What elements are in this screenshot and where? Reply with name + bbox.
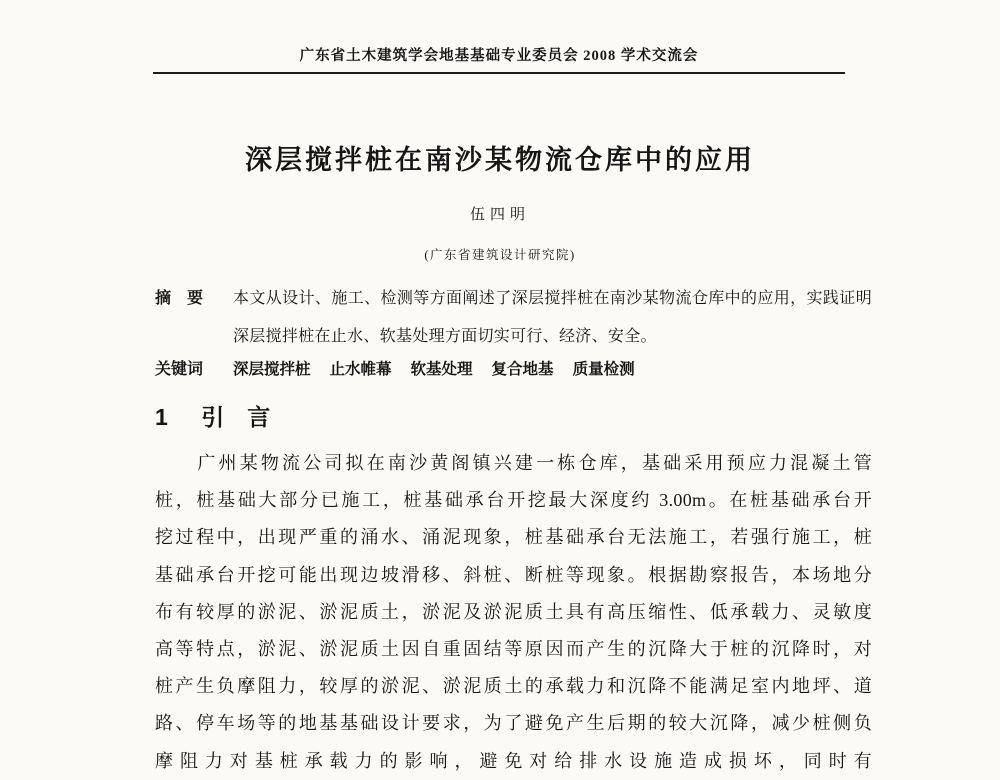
body-text-line: 挖过程中，出现严重的涌水、涌泥现象，桩基础承台无法施工，若强行施工，桩: [155, 527, 872, 548]
body-text-line: 基础承台开挖可能出现边坡滑移、斜桩、断桩等现象。根据勘察报告，本场地分: [155, 564, 872, 585]
body-paragraph: [155, 445, 872, 780]
section-heading: [155, 399, 270, 432]
body-text-line: 桩产生负摩阻力，较厚的淤泥、淤泥质土的承载力和沉降不能满足室内地坪、道: [155, 676, 872, 697]
keyword-item: 复合地基: [491, 361, 554, 378]
conference-header-text: 广东省土木建筑学会地基基础专业委员会 2008 学术交流会: [299, 48, 699, 64]
keyword-item: 质量检测: [572, 361, 635, 378]
keywords-list: [233, 357, 872, 379]
section-number: 1: [155, 404, 168, 430]
paper-title: 深层搅拌桩在南沙某物流仓库中的应用: [245, 145, 755, 175]
body-text-line: 广州某物流公司拟在南沙黄阁镇兴建一栋仓库，基础采用预应力混凝土管: [155, 453, 872, 473]
body-text-line: 桩，桩基础大部分已施工，桩基础承台开挖最大深度约 3.00m。在桩基础承台开: [155, 490, 872, 511]
keyword-item: 止水帷幕: [329, 361, 392, 378]
section-title: 引 言: [201, 404, 271, 430]
author-name: 伍四明: [469, 207, 530, 223]
body-text-line: 布有较厚的淤泥、淤泥质土，淤泥及淤泥质土具有高压缩性、低承载力、灵敏度: [155, 601, 872, 622]
keyword-item: 深层搅拌桩: [233, 361, 311, 378]
author-affiliation: (广东省建筑设计研究院): [424, 248, 576, 262]
keyword-item: 软基处理: [410, 361, 473, 378]
body-text-line: 路、停车场等的地基基础设计要求，为了避免产生后期的较大沉降，减少桩侧负: [155, 713, 872, 734]
abstract-label: 摘 要: [155, 290, 204, 307]
abstract-text: 本文从设计、施工、检测等方面阐述了深层搅拌桩在南沙某物流仓库中的应用，实践证明深层搅拌桩在止水、软基处理方面切实可行、经济、安全。: [233, 290, 872, 345]
keywords-label: 关键词: [155, 361, 204, 378]
body-text-line: 摩阻力对基桩承载力的影响，避免对给排水设施造成损坏，同时有: [155, 750, 872, 771]
abstract-block: [155, 280, 872, 356]
body-text-line: 高等特点，淤泥、淤泥质土因自重固结等原因而产生的沉降大于桩的沉降时，对: [155, 639, 872, 660]
conference-header: [153, 44, 845, 74]
keywords-block: [155, 356, 872, 379]
